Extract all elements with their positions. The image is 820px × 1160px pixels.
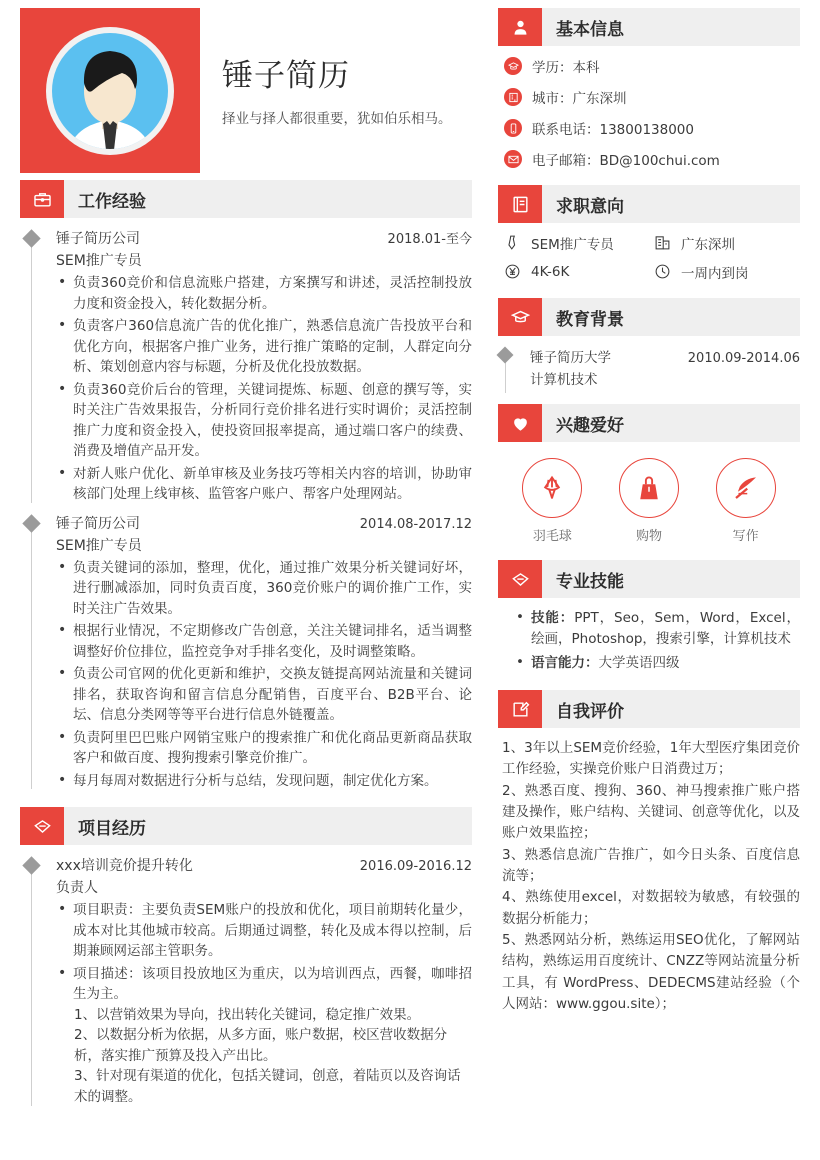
- section-title: 项目经历: [78, 818, 146, 839]
- shuttlecock-icon: [537, 473, 567, 503]
- project-entry: [20, 855, 472, 1107]
- evaluation-line: 4、熟练使用excel，对数据较为敏感，有较强的数据分析能力；: [502, 889, 800, 927]
- section-basic-info: [498, 8, 800, 169]
- responsibility-list: [56, 558, 472, 792]
- section-title: 自我评价: [556, 701, 624, 722]
- evaluation-line: 1、3年以上SEM竞价经验，1年大型医疗集团竞价工作经验，实操竞价账户日消费过万；: [502, 740, 800, 778]
- intention-position: [504, 233, 654, 253]
- hobby-item: [701, 458, 791, 544]
- timeline-marker: [497, 347, 514, 364]
- date-range: 2016.09-2016.12: [359, 859, 472, 875]
- section-self-evaluation: [498, 690, 800, 1015]
- list-item: [516, 608, 800, 650]
- hobby-list: [498, 452, 800, 544]
- project-sub-line: 2、以数据分析为依据，从多方面，账户数据，校区营收数据分析，落实推广预算及投入产出比。: [74, 1027, 448, 1064]
- section-title: 专业技能: [556, 571, 624, 592]
- intention-grid: [498, 233, 800, 282]
- skill-label: 技能：: [531, 610, 575, 626]
- list-item: • 负责360竞价后台的管理，关键词提炼、标题、创意的撰写等，实时关注广告效果报告，分析同行竞价排名进行实时调价；灵活控制推广力度和资金投入，使投资回报率提高，通过端口客户的续费、消费及增值产品开发。: [56, 380, 472, 462]
- timeline-marker: [22, 857, 40, 875]
- evaluation-text: [498, 738, 800, 1015]
- right-column: [490, 0, 820, 1160]
- list-item: • 项目描述：该项目投放地区为重庆，以为培训西点，西餐，咖啡招生为主。: [56, 964, 472, 1005]
- evaluation-line: 2、熟悉百度、搜狗、360、神马搜索推广账户搭建及操作，账户结构、关键词、创意等优化，以及账户效果监控；: [502, 782, 800, 842]
- skill-label: 语言能力：: [531, 655, 599, 672]
- project-detail-list: [56, 900, 472, 1005]
- yen-icon: [504, 263, 522, 281]
- info-row-email: [498, 149, 800, 169]
- project-sub-line: 1、以营销效果为导向，找出转化关键词，稳定推广效果。: [74, 1006, 421, 1023]
- section-title: 求职意向: [556, 196, 624, 217]
- list-item: • 根据行业情况，不定期修改广告创意，关注关键词排名，适当调整调整好价位排位，监控竞争对手排名变化，及时调整策略。: [56, 621, 472, 662]
- page-title: 锤子简历: [222, 58, 350, 94]
- hobby-icon-frame: [619, 458, 679, 518]
- education-entry: [498, 346, 800, 388]
- clock-icon: [654, 263, 672, 281]
- section-header: [498, 8, 800, 46]
- tie-icon: [504, 234, 522, 252]
- school-name: 锤子简历大学: [530, 350, 611, 366]
- job-title: SEM推广专员: [56, 253, 142, 269]
- male-avatar-illustration: [50, 31, 170, 151]
- section-title: 兴趣爱好: [556, 415, 624, 436]
- date-range: 2018.01-至今: [387, 232, 472, 247]
- intention-salary: [504, 262, 654, 282]
- list-item: • 每月每周对数据进行分析与总结，发现问题，制定优化方案。: [56, 771, 472, 792]
- intention-availability: [654, 262, 800, 282]
- list-item: • 负责客户360信息流广告的优化推广，熟悉信息流广告投放平台和优化方向，根据客户推广业务，进行推广策略的定制，人群定向分析、策划创意内容与标题，分析及优化投放数据。: [56, 316, 472, 378]
- project-name: xxx培训竞价提升转化: [56, 858, 193, 875]
- section-header: [20, 807, 472, 845]
- company-name: 锤子简历公司: [56, 231, 140, 247]
- section-header: [498, 560, 800, 598]
- section-header: [498, 185, 800, 223]
- person-icon: [498, 8, 542, 46]
- hobby-label: 写作: [732, 529, 759, 544]
- shopping-bag-icon: [634, 473, 664, 503]
- list-item: • 负责阿里巴巴账户网销宝账户的搜索推广和优化商品更新商品获取客户和做百度、搜狗搜索引擎竞价推广。: [56, 728, 472, 769]
- company-name: 锤子简历公司: [56, 515, 140, 532]
- quill-pen-icon: [731, 473, 761, 503]
- intention-text: SEM推广专员: [531, 237, 614, 253]
- section-work-experience: [20, 180, 472, 791]
- section-header: [498, 404, 800, 442]
- edit-note-icon: [498, 690, 542, 728]
- hobby-label: 羽毛球: [532, 529, 572, 544]
- date-range: 2014.08-2017.12: [359, 516, 472, 532]
- diamond-icon: [20, 807, 64, 845]
- job-title: SEM推广专员: [56, 537, 142, 554]
- city-icon: [654, 234, 672, 252]
- list-item: • 负责关键词的添加，整理，优化，通过推广效果分析关键词好坏，进行删减添加，同时负责百度，360竞价账户的调价推广工作，实时关注广告效果。: [56, 558, 472, 620]
- graduation-cap-icon: [504, 57, 522, 75]
- responsibility-list: [56, 273, 472, 505]
- info-text: 电子邮箱：BD@100chui.com: [532, 153, 720, 169]
- intention-text: 4K-6K: [531, 264, 570, 280]
- evaluation-line: 5、熟悉网站分析，熟练运用SEO优化，了解网站结构，熟练运用百度统计、CNZZ等网站流量分析工具，有 WordPress、DEDECMS建站经验（个人网站：www.ggou.site）；: [502, 932, 800, 1013]
- notebook-icon: [498, 185, 542, 223]
- graduation-cap-icon: [498, 298, 542, 336]
- section-title: 教育背景: [556, 309, 624, 330]
- hobby-icon-frame: [522, 458, 582, 518]
- section-header: [498, 298, 800, 336]
- info-text: 城市：广东深圳: [532, 91, 627, 107]
- skill-list: [498, 608, 800, 674]
- section-education: [498, 298, 800, 388]
- heart-icon: [498, 404, 542, 442]
- phone-icon: [504, 119, 522, 137]
- envelope-icon: [504, 150, 522, 168]
- info-text: 学历：本科: [532, 60, 600, 76]
- info-row-city: [498, 87, 800, 107]
- timeline-marker: [22, 514, 40, 532]
- intention-city: [654, 233, 800, 253]
- name-block: [200, 8, 452, 127]
- project-sub-line: 3、针对现有渠道的优化，包括关键词，创意，着陆页以及咨询话术的调整。: [74, 1068, 461, 1105]
- info-row-phone: [498, 118, 800, 138]
- resume-header: [20, 8, 472, 180]
- section-skills: [498, 560, 800, 674]
- info-text: 联系电话：13800138000: [532, 122, 694, 138]
- project-role: 负责人: [56, 880, 98, 897]
- motto: 择业与择人都很重要，犹如伯乐相马。: [222, 111, 452, 127]
- hobby-icon-frame: [716, 458, 776, 518]
- list-item: • 负责公司官网的优化更新和维护，交换友链提高网站流量和关键词排名，获取咨询和留言信息分配销售，百度平台、B2B平台、论坛、信息分类网等等平台进行信息外链覆盖。: [56, 664, 472, 726]
- evaluation-line: 3、熟悉信息流广告推广，如今日头条、百度信息流等；: [502, 846, 800, 885]
- section-header: [498, 690, 800, 728]
- list-item: [516, 653, 800, 674]
- section-hobbies: [498, 404, 800, 544]
- section-project-experience: [20, 807, 472, 1107]
- list-item: • 负责360竞价和信息流账户搭建，方案撰写和讲述，灵活控制投放力度和资金投入，转化数据分析。: [56, 273, 472, 314]
- work-entry: [20, 513, 472, 792]
- list-item: • 对新人账户优化、新单审核及业务技巧等相关内容的培训，协助审核部门处理上线审核、监管客户账户、帮客户处理网站。: [56, 464, 472, 505]
- timeline-marker: [22, 229, 40, 247]
- avatar: [20, 8, 200, 173]
- hobby-label: 购物: [635, 529, 662, 544]
- major-name: 计算机技术: [530, 372, 598, 388]
- section-job-intention: [498, 185, 800, 282]
- list-item: • 项目职责：主要负责SEM账户的投放和优化，项目前期转化量少，成本对比其他城市较高。后期通过调整，转化及成本得以控制，后期兼顾网运部主管职务。: [56, 900, 472, 962]
- section-title: 工作经验: [78, 191, 146, 212]
- work-entry: [20, 228, 472, 505]
- hobby-item: [604, 458, 694, 544]
- info-row-education: [498, 56, 800, 76]
- hobby-item: [507, 458, 597, 544]
- skill-value: 大学英语四级: [598, 655, 680, 672]
- intention-text: 广东深圳: [681, 237, 735, 253]
- section-title: 基本信息: [556, 19, 624, 40]
- briefcase-icon: [20, 180, 64, 218]
- intention-text: 一周内到岗: [681, 266, 749, 282]
- section-header: [20, 180, 472, 218]
- diamond-icon: [498, 560, 542, 598]
- date-range: 2010.09-2014.06: [687, 351, 800, 366]
- avatar-frame: [46, 27, 174, 155]
- skill-value: PPT，Seo，Sem，Word，Excel，绘画，Photoshop，搜索引擎，计算机技术: [531, 610, 800, 648]
- building-icon: [504, 88, 522, 106]
